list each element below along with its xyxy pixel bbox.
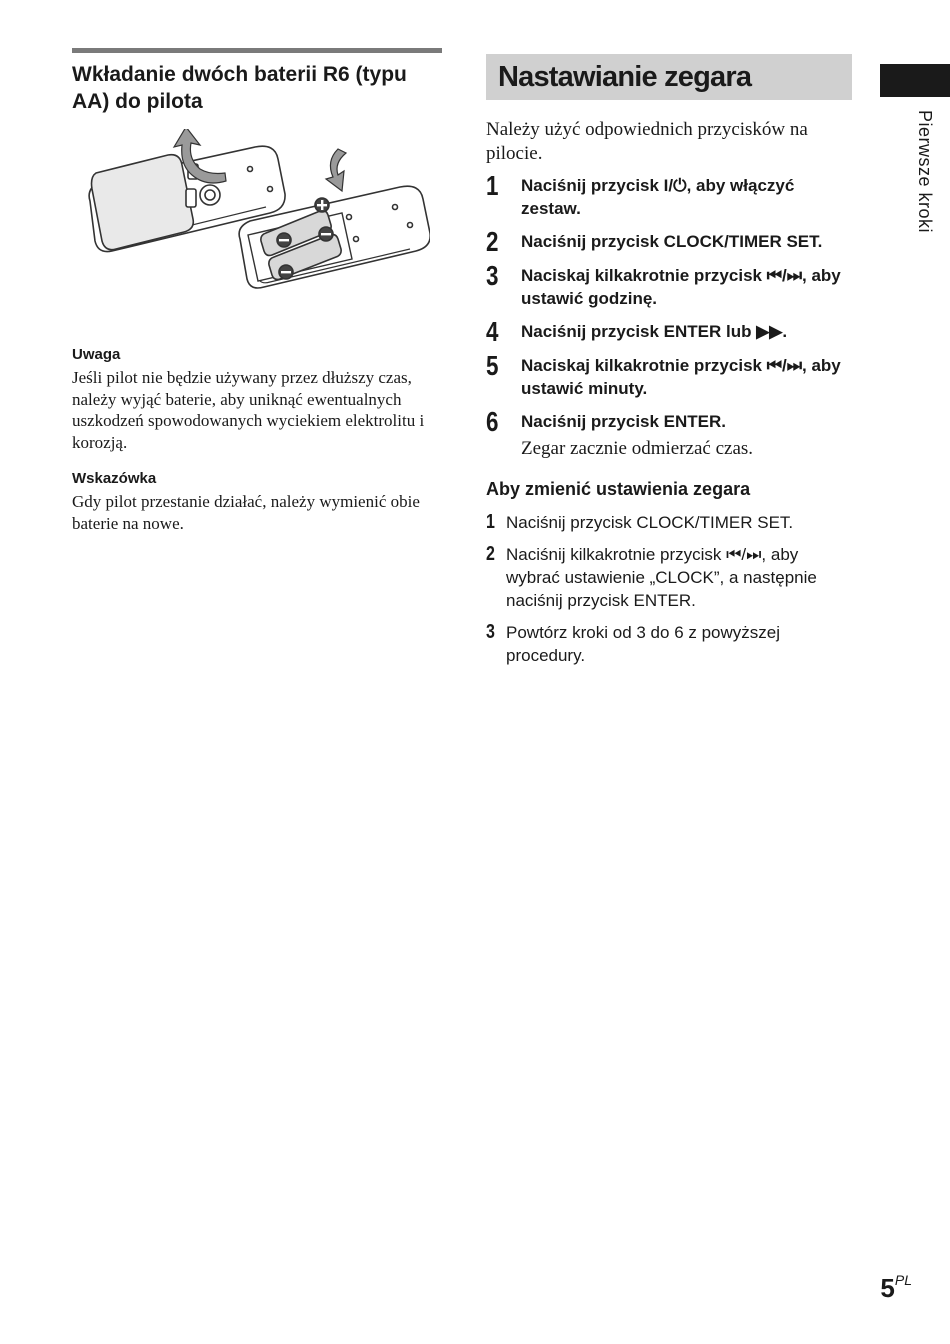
step-number: 6 [486,406,499,437]
step-text: Naciskaj kilkakrotnie przycisk ⏮/⏭, aby ustawić minuty. [521,356,841,398]
tip-label: Wskazówka [72,470,157,487]
sub-step-number: 2 [486,543,495,565]
intro-text: Należy użyć odpowiednich przycisków na pilocie. [486,119,808,164]
battery-section-heading: Wkładanie dwóch baterii R6 (typu AA) do pilota [72,63,407,113]
step-text: Naciśnij przycisk I/⏻, aby włączyć zestaw. [521,176,795,218]
step-number: 2 [486,226,499,257]
tip-text: Gdy pilot przestanie działać, należy wymienić obie baterie na nowe. [72,492,420,533]
step-text: Naciśnij przycisk ENTER lub ▶▶. [521,322,788,341]
sub-step-number: 3 [486,621,495,643]
step-text: Naciśnij przycisk CLOCK/TIMER SET. [521,232,823,251]
step-result-text: Zegar zacznie odmierzać czas. [521,438,754,459]
right-column [486,54,852,676]
step-number: 3 [486,260,499,291]
step-number: 5 [486,350,499,381]
sub-step-item [486,511,852,534]
top-rule-divider [72,48,442,53]
page-number-value: 5 [880,1273,895,1303]
step-number: 1 [486,170,499,201]
page-number [880,1272,912,1304]
step-number: 4 [486,316,499,347]
sub-step-text: Naciśnij przycisk CLOCK/TIMER SET. [506,513,794,532]
left-column [72,48,442,534]
step-text: Naciskaj kilkakrotnie przycisk ⏮/⏭, aby ustawić godzinę. [521,266,841,308]
chapter-tab-marker [880,64,950,97]
sub-steps-list [486,511,852,667]
step-text: Naciśnij przycisk ENTER. [521,412,727,431]
step-item [486,260,852,310]
insert-arrow-icon [326,149,346,191]
page-number-suffix: PL [894,1272,912,1288]
sub-step-text: Powtórz kroki od 3 do 6 z powyższej procedury. [506,623,781,665]
step-item [486,170,852,220]
change-settings-heading: Aby zmienić ustawienia zegara [486,479,751,499]
remote-battery-illustration [80,129,430,329]
sub-step-item [486,543,852,612]
sub-step-item [486,621,852,667]
chapter-tab-label: Pierwsze kroki [915,110,935,234]
step-body [521,410,753,461]
sub-step-text: Naciśnij kilkakrotnie przycisk ⏮/⏭, aby wybrać ustawienie „CLOCK”, a następnie naciśnij przycisk ENTER. [506,545,817,610]
steps-list [486,170,852,461]
note-text: Jeśli pilot nie będzie używany przez dłuższy czas, należy wyjąć baterie, aby uniknąć ewentualnych uszkodzeń spowodowanych wyciekiem elektrolitu i korozją. [72,368,425,452]
step-item [486,406,852,461]
clock-section-title: Nastawianie zegara [486,54,852,100]
step-item [486,226,852,257]
note-label: Uwaga [72,346,121,363]
step-item [486,350,852,400]
sub-step-number: 1 [486,511,495,533]
step-item [486,316,852,347]
